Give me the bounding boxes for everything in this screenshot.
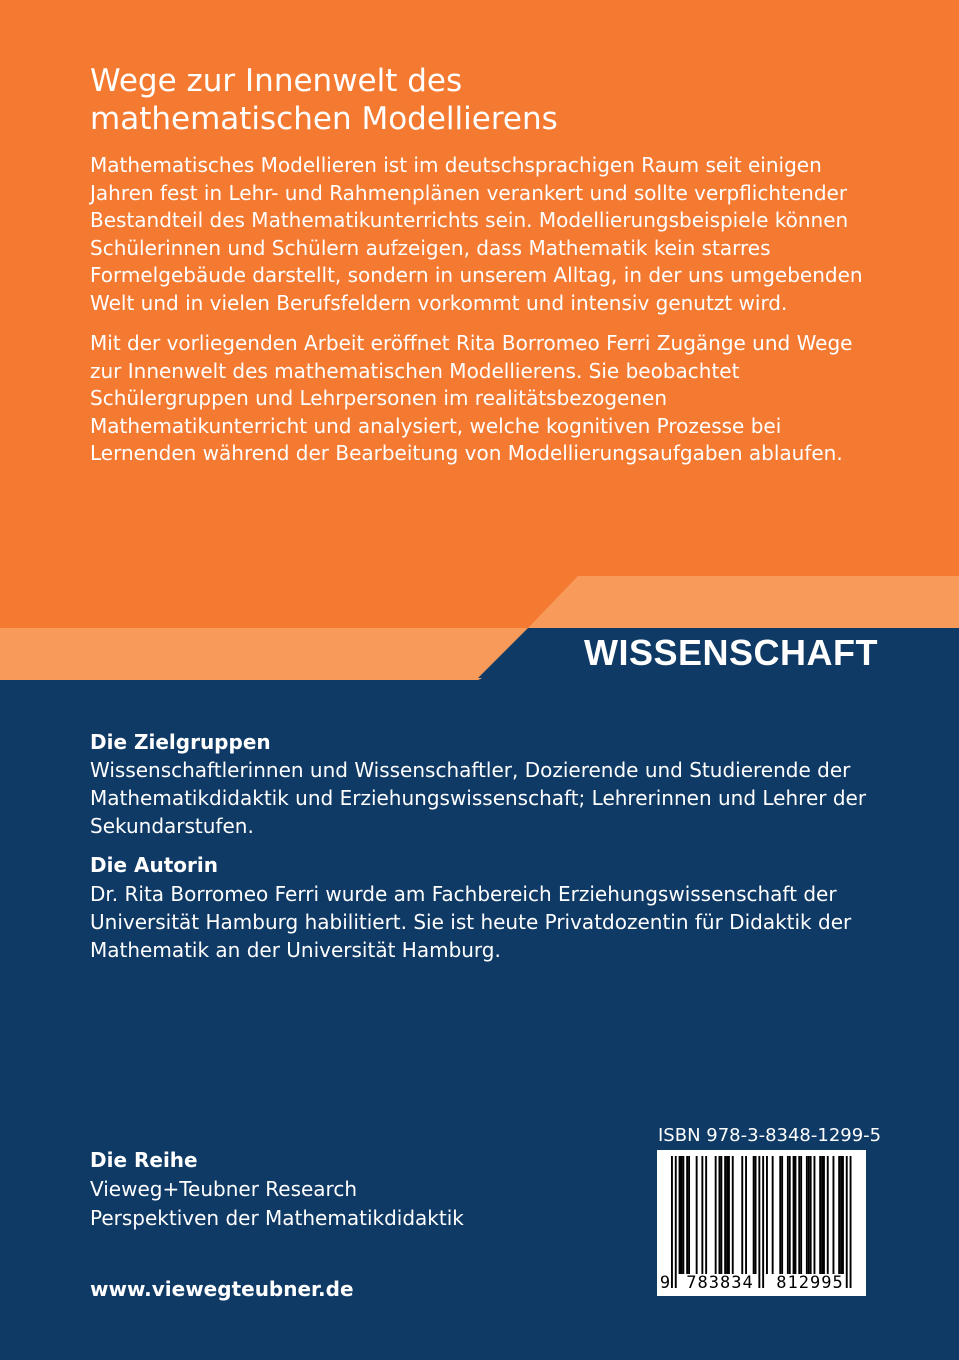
barcode-bar <box>800 1156 802 1274</box>
series-label: WISSENSCHAFT <box>584 632 878 673</box>
barcode-bar <box>846 1156 848 1288</box>
barcode-bar <box>798 1156 800 1274</box>
reihe-heading: Die Reihe <box>90 1148 198 1172</box>
barcode-bar <box>795 1156 797 1274</box>
orange-header-panel <box>0 0 959 628</box>
barcode-bar <box>814 1156 816 1274</box>
barcode-bar <box>833 1156 835 1274</box>
barcode-bar <box>827 1156 829 1274</box>
barcode-bar <box>842 1156 844 1274</box>
title-line-1: Wege zur Innenwelt des <box>90 63 463 99</box>
barcode-digits-right: 812995 <box>776 1273 844 1293</box>
barcode-bar <box>819 1156 821 1274</box>
autorin-text: Dr. Rita Borromeo Ferri wurde am Fachbereich Erziehungswissenschaft der Universität Hamburg habilitiert. Sie ist heute Privatdozentin für Didaktik der Mathematik an der Universität Hamburg. <box>90 882 852 962</box>
barcode-bar <box>686 1156 688 1274</box>
barcode-bar <box>671 1156 673 1288</box>
barcode-bar <box>688 1156 690 1274</box>
barcode-bar <box>705 1156 707 1274</box>
barcode-bar <box>732 1156 734 1274</box>
reihe-line-1: Vieweg+Teubner Research <box>90 1177 358 1201</box>
barcode-bar <box>840 1156 842 1274</box>
barcode-digits-left: 783834 <box>686 1273 754 1293</box>
barcode-bar <box>741 1156 743 1274</box>
barcode-bar <box>682 1156 684 1274</box>
barcode-bar <box>753 1156 755 1274</box>
barcode-bar <box>720 1156 722 1274</box>
barcode-bar <box>850 1156 852 1288</box>
barcode-bar <box>789 1156 791 1274</box>
barcode-bar <box>755 1156 757 1274</box>
barcode-bar <box>808 1156 810 1274</box>
barcode-digit-first: 9 <box>659 1273 671 1293</box>
isbn-label: ISBN 978-3-8348-1299-5 <box>658 1125 882 1146</box>
zielgruppen-text: Wissenschaftlerinnen und Wissenschaftler, Dozierende und Studierende der Mathematikdidaktik und Erziehungswissenschaft; Lehrerinnen und Lehrer der Sekundarstufen. <box>90 758 867 838</box>
barcode-bar <box>781 1156 783 1274</box>
barcode-bar <box>821 1156 823 1274</box>
barcode-bar <box>675 1156 677 1288</box>
reihe-line-2: Perspektiven der Mathematikdidaktik <box>90 1206 464 1230</box>
barcode-bar <box>838 1156 840 1274</box>
barcode-bar <box>719 1156 721 1274</box>
barcode-bar <box>726 1156 728 1274</box>
barcode-bar <box>679 1156 681 1274</box>
barcode-bar <box>724 1156 726 1274</box>
barcode-bar <box>810 1156 812 1274</box>
barcode-bar <box>766 1156 768 1274</box>
barcode-bar <box>728 1156 730 1274</box>
barcode-bar <box>762 1156 764 1288</box>
book-title <box>90 62 890 138</box>
barcode-bar <box>793 1156 795 1274</box>
autorin-heading: Die Autorin <box>90 853 218 877</box>
barcode-bar <box>787 1156 789 1274</box>
barcode-bar <box>758 1156 760 1288</box>
barcode-bar <box>701 1156 703 1274</box>
barcode-bar <box>806 1156 808 1274</box>
barcode-bar <box>823 1156 825 1274</box>
title-line-2: mathematischen Modellierens <box>90 101 558 137</box>
barcode-bar <box>779 1156 781 1274</box>
zielgruppen-heading: Die Zielgruppen <box>90 730 271 754</box>
barcode-digits <box>657 1272 866 1294</box>
barcode-bar <box>715 1156 717 1274</box>
intro-paragraph-2: Mit der vorliegenden Arbeit eröffnet Rita Borromeo Ferri Zugänge und Wege zur Innenwelt des mathematischen Modellierens. Sie beobachtet Schülergruppen und Lehrpersonen im realitätsbezogenen Mathematikunterricht und analysiert, welche kognitiven Prozesse bei Lernenden während der Bearbeitung von Modellierungsaufgaben ablaufen. <box>90 331 853 465</box>
band-light-strip-right <box>528 576 959 628</box>
intro-paragraph-1: Mathematisches Modellieren ist im deutschsprachigen Raum seit einigen Jahren fest in Lehr- und Rahmenplänen verankert und sollte verpflichtender Bestandteil des Mathematikunterrichts sein. Modellierungsbeispiele können Schülerinnen und Schülern aufzeigen, dass Mathematik kein starres Formelgebäude darstellt, sondern in unserem Alltag, in der uns umgebenden Welt und in vielen Berufsfeldern vorkommt und intensiv genutzt wird. <box>90 153 863 315</box>
barcode <box>657 1150 866 1296</box>
barcode-bar <box>696 1156 698 1274</box>
barcode-bar <box>772 1156 774 1274</box>
website-link[interactable]: www.viewegteubner.de <box>90 1277 354 1301</box>
barcode-bar <box>745 1156 747 1274</box>
barcode-bar <box>681 1156 683 1274</box>
